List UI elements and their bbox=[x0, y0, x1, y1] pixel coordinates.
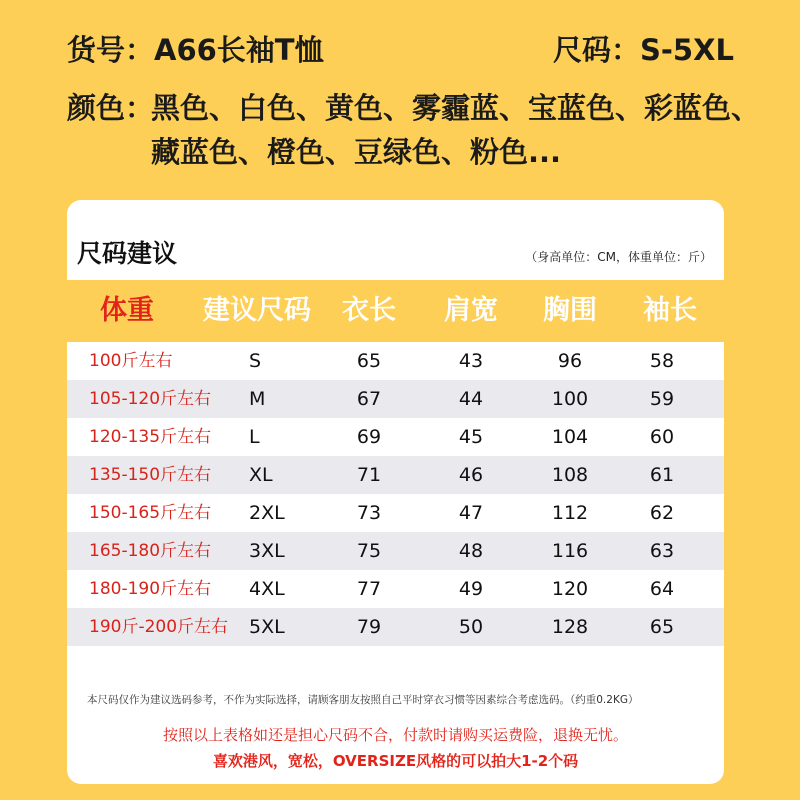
chest-cell: 96 bbox=[557, 350, 583, 372]
table-row bbox=[67, 418, 724, 456]
oversize-tip: 喜欢港风，宽松，OVERSIZE风格的可以拍大1-2个码 bbox=[212, 752, 579, 770]
card-title: 尺码建议 bbox=[77, 239, 178, 268]
sleeve-cell: 59 bbox=[649, 388, 675, 410]
length-cell: 67 bbox=[356, 388, 382, 410]
size-cell: M bbox=[249, 388, 266, 410]
chest-cell: 116 bbox=[551, 540, 589, 562]
colors-value: 黑色、白色、黄色、雾霾蓝、宝蓝色、彩蓝色、藏蓝色、橙色、豆绿色、粉色... bbox=[151, 91, 761, 169]
col-weight: 体重 bbox=[100, 295, 154, 326]
shoulder-cell: 47 bbox=[458, 502, 484, 524]
colors-label: 颜色： bbox=[67, 91, 155, 125]
sleeve-cell: 63 bbox=[649, 540, 675, 562]
col-chest: 胸围 bbox=[543, 295, 597, 326]
shoulder-cell: 49 bbox=[458, 578, 484, 600]
chest-cell: 120 bbox=[551, 578, 589, 600]
disclaimer-note: 本尺码仅作为建议选码参考，不作为实际选择，请顾客朋友按照自己平时穿衣习惯等因素综合考虑选码。（约重0.2KG） bbox=[87, 694, 639, 706]
chest-cell: 108 bbox=[551, 464, 589, 486]
weight-cell: 120-135斤左右 bbox=[89, 427, 212, 447]
table-row bbox=[67, 532, 724, 570]
col-length: 衣长 bbox=[342, 295, 396, 326]
length-cell: 69 bbox=[356, 426, 382, 448]
weight-cell: 100斤左右 bbox=[89, 351, 173, 371]
sleeve-cell: 61 bbox=[649, 464, 675, 486]
chest-cell: 104 bbox=[551, 426, 589, 448]
length-cell: 77 bbox=[356, 578, 382, 600]
shoulder-cell: 45 bbox=[458, 426, 484, 448]
table-header bbox=[67, 280, 724, 342]
chest-cell: 112 bbox=[551, 502, 589, 524]
col-size: 建议尺码 bbox=[203, 295, 311, 326]
table-row bbox=[67, 342, 724, 380]
weight-cell: 180-190斤左右 bbox=[89, 579, 212, 599]
chest-cell: 128 bbox=[551, 616, 589, 638]
unit-note: （身高单位：CM，体重单位：斤） bbox=[525, 250, 712, 264]
shoulder-cell: 46 bbox=[458, 464, 484, 486]
length-cell: 79 bbox=[356, 616, 382, 638]
chest-cell: 100 bbox=[551, 388, 589, 410]
length-cell: 73 bbox=[356, 502, 382, 524]
table-row bbox=[67, 570, 724, 608]
sleeve-cell: 60 bbox=[649, 426, 675, 448]
shoulder-cell: 43 bbox=[458, 350, 484, 372]
shoulder-cell: 44 bbox=[458, 388, 484, 410]
weight-cell: 190斤-200斤左右 bbox=[89, 617, 229, 637]
shipping-insurance-note: 按照以上表格如还是担心尺码不合，付款时请购买运费险，退换无忧。 bbox=[162, 726, 628, 744]
product-header bbox=[67, 20, 767, 169]
sleeve-cell: 62 bbox=[649, 502, 675, 524]
size-cell: 5XL bbox=[249, 616, 285, 638]
sleeve-cell: 64 bbox=[649, 578, 675, 600]
size-cell: 2XL bbox=[249, 502, 285, 524]
item-number: 货号：A66长袖T恤 bbox=[67, 33, 324, 67]
size-cell: 3XL bbox=[249, 540, 285, 562]
weight-cell: 150-165斤左右 bbox=[89, 503, 212, 523]
size-chart-card bbox=[67, 200, 724, 784]
weight-cell: 135-150斤左右 bbox=[89, 465, 212, 485]
shoulder-cell: 50 bbox=[458, 616, 484, 638]
header-line bbox=[67, 20, 767, 68]
size-cell: XL bbox=[249, 464, 273, 486]
length-cell: 75 bbox=[356, 540, 382, 562]
sleeve-cell: 58 bbox=[649, 350, 675, 372]
size-cell: S bbox=[249, 350, 262, 372]
table-row bbox=[67, 456, 724, 494]
size-range: 尺码：S-5XL bbox=[553, 33, 734, 67]
sleeve-cell: 65 bbox=[649, 616, 675, 638]
size-cell: 4XL bbox=[249, 578, 285, 600]
col-shoulder: 肩宽 bbox=[444, 295, 498, 326]
table-row bbox=[67, 608, 724, 646]
length-cell: 71 bbox=[356, 464, 382, 486]
weight-cell: 165-180斤左右 bbox=[89, 541, 212, 561]
size-cell: L bbox=[249, 426, 260, 448]
table-row bbox=[67, 380, 724, 418]
length-cell: 65 bbox=[356, 350, 382, 372]
weight-cell: 105-120斤左右 bbox=[89, 389, 212, 409]
table-body bbox=[67, 342, 724, 646]
table-row bbox=[67, 494, 724, 532]
shoulder-cell: 48 bbox=[458, 540, 484, 562]
col-sleeve: 袖长 bbox=[643, 295, 697, 326]
